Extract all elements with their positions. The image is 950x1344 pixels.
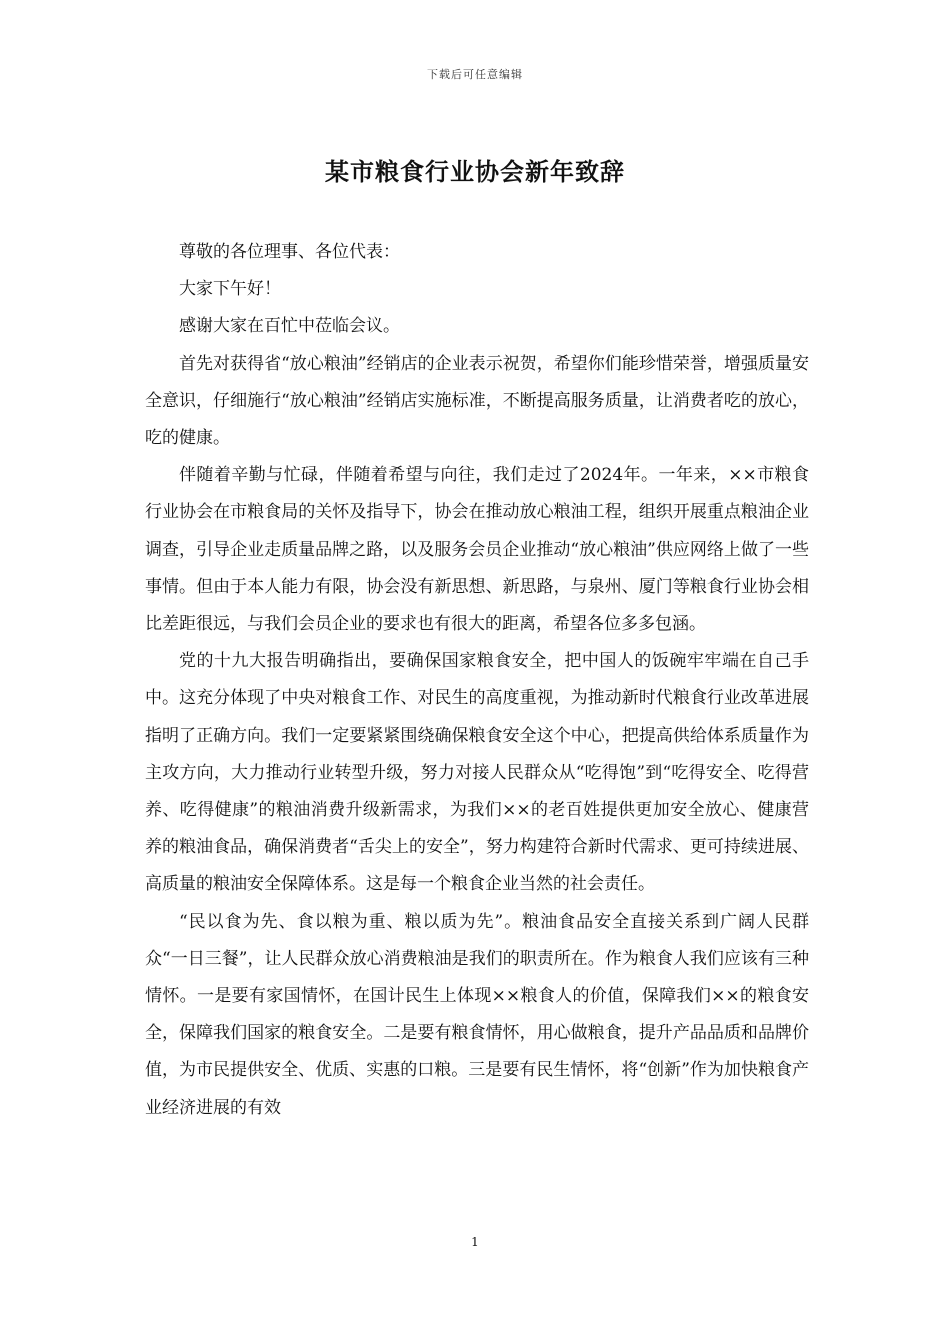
body-paragraph: “民以食为先、食以粮为重、粮以质为先”。粮油食品安全直接关系到广阔人民群众“一日三餐”，让人民群众放心消费粮油是我们的职责所在。作为粮食人我们应该有三种情怀。一是要有家国情怀，在国计民生上体现××粮食人的价值，保障我们××的粮食安全，保障我们国家的粮食安全。二是要有粮食情怀，用心做粮食，提升产品品质和品牌价值，为市民提供安全、优质、实惠的口粮。三是要有民生情怀，将“创新”作为加快粮食产业经济进展的有效 (145, 911, 809, 1118)
body-paragraph: 伴随着辛勤与忙碌，伴随着希望与向往，我们走过了2024年。一年来，××市粮食行业协会在市粮食局的关怀及指导下，协会在推动放心粮油工程，组织开展重点粮油企业调查，引导企业走质量品牌之路，以及服务会员企业推动“放心粮油”供应网络上做了一些事情。但由于本人能力有限，协会没有新思想、新思路，与泉州、厦门等粮食行业协会相比差距很远，与我们会员企业的要求也有很大的距离，希望各位多多包涵。 (145, 465, 809, 635)
document-title: 某市粮食行业协会新年致辞 (325, 157, 625, 186)
document-body (145, 234, 809, 1127)
body-paragraph: 党的十九大报告明确指出，要确保国家粮食安全，把中国人的饭碗牢牢端在自己手中。这充分体现了中央对粮食工作、对民生的高度重视，为推动新时代粮食行业改革进展指明了正确方向。我们一定要紧紧围绕确保粮食安全这个中心，把提高供给体系质量作为主攻方向，大力推动行业转型升级，努力对接人民群众从“吃得饱”到“吃得安全、吃得营养、吃得健康”的粮油消费升级新需求，为我们××的老百姓提供更加安全放心、健康营养的粮油食品，确保消费者“舌尖上的安全”，努力构建符合新时代需求、更可持续进展、高质量的粮油安全保障体系。这是每一个粮食企业当然的社会责任。 (145, 651, 809, 895)
thanks-paragraph: 感谢大家在百忙中莅临会议。 (179, 316, 400, 337)
body-paragraph: 首先对获得省“放心粮油”经销店的企业表示祝贺，希望你们能珍惜荣誉，增强质量安全意识，仔细施行“放心粮油”经销店实施标准，不断提高服务质量，让消费者吃的放心，吃的健康。 (145, 353, 809, 449)
header-note: 下载后可任意编辑 (427, 68, 523, 81)
salutation: 尊敬的各位理事、各位代表： (179, 242, 400, 262)
greeting: 大家下午好！ (179, 279, 281, 300)
page-number: 1 (471, 1235, 479, 1249)
